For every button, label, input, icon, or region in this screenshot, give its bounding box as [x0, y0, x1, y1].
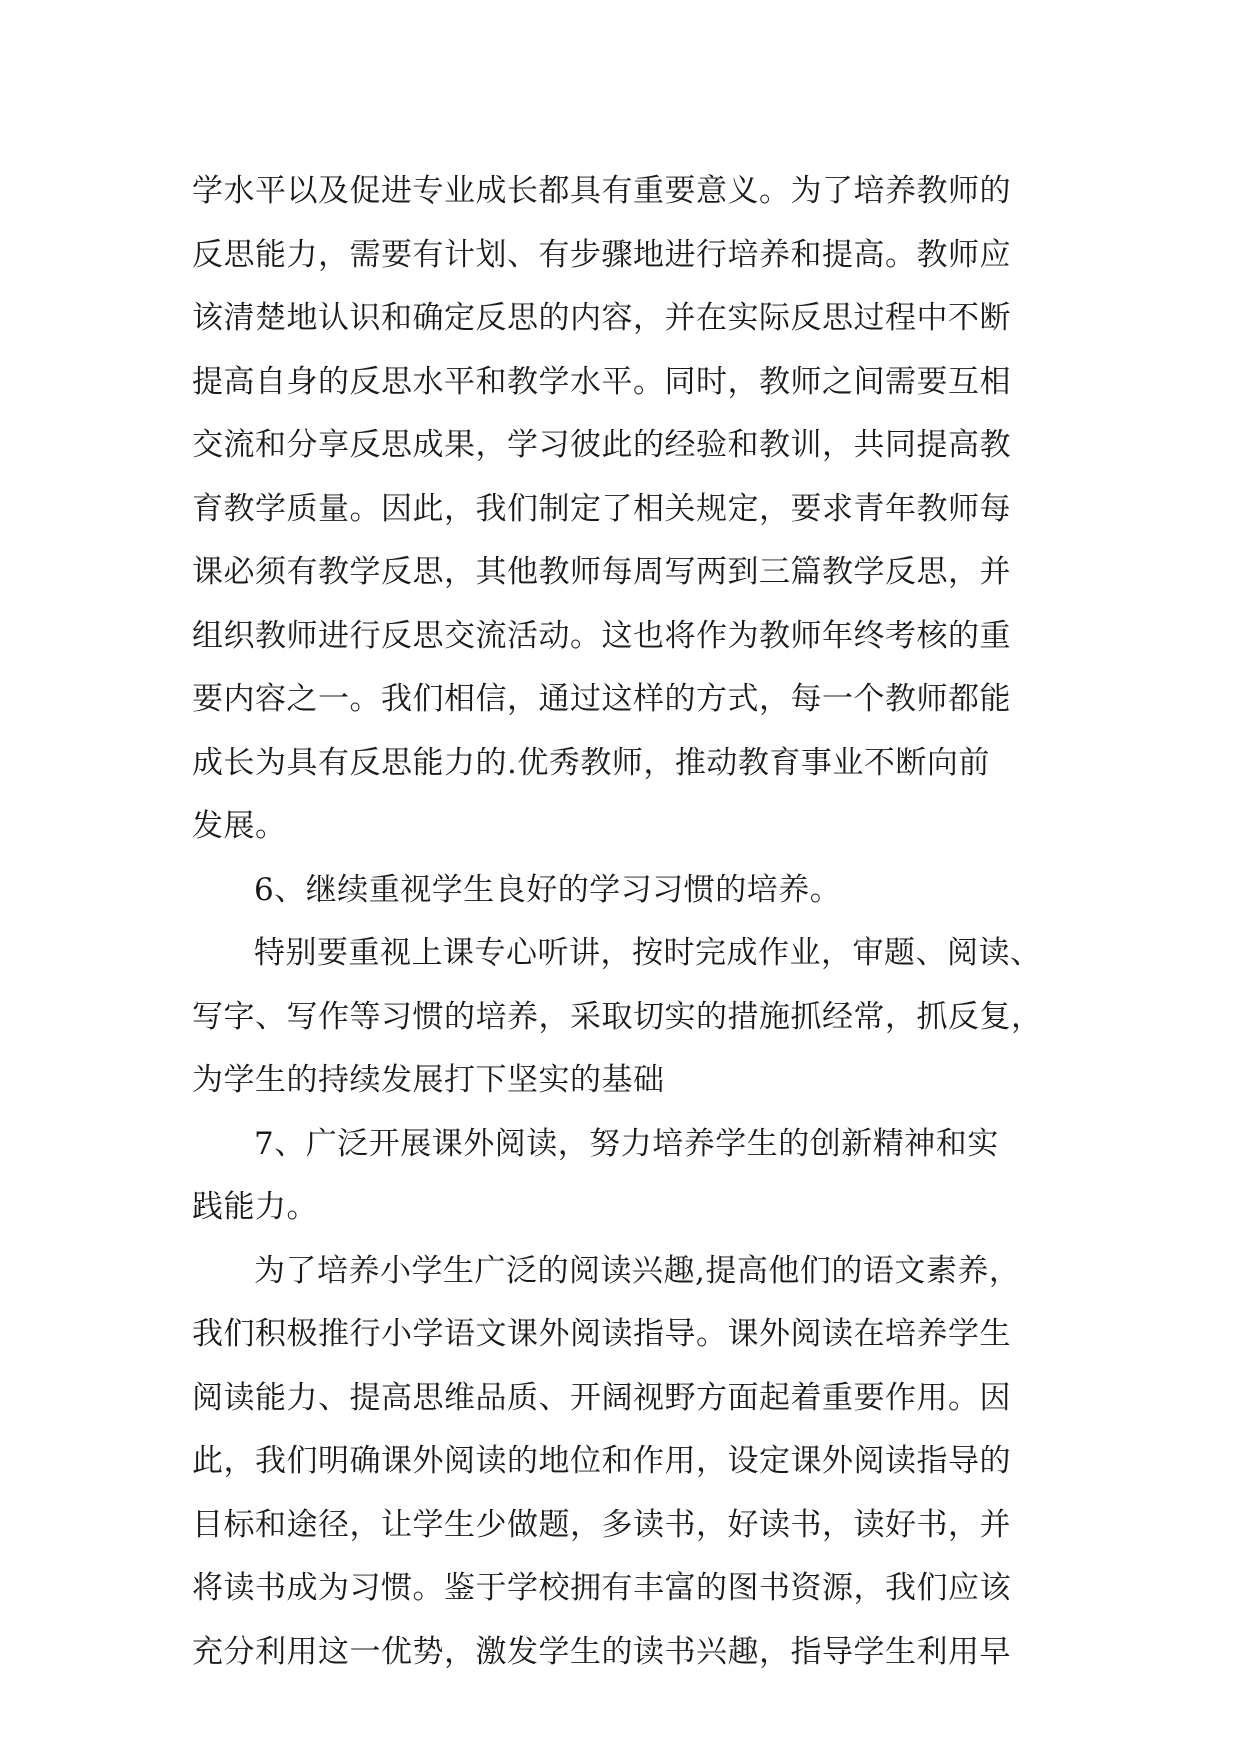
text-line: 特别要重视上课专心听讲，按时完成作业，审题、阅读、 — [254, 935, 1042, 971]
text-line: 育教学质量。因此，我们制定了相关规定，要求青年教师每 — [192, 490, 1011, 527]
text-line: 该清楚地认识和确定反思的内容，并在实际反思过程中不断 — [192, 300, 1011, 336]
text-line: 充分利用这一优势，激发学生的读书兴趣，指导学生利用早 — [192, 1633, 1011, 1670]
text-line: 此，我们明确课外阅读的地位和作用，设定课外阅读指导的 — [192, 1443, 1011, 1479]
text-line: 目标和途径，让学生少做题，多读书，好读书，读好书，并 — [192, 1506, 1011, 1543]
text-line: 反思能力，需要有计划、有步骤地进行培养和提高。教师应 — [192, 236, 1011, 273]
text-line: 7、广泛开展课外阅读，努力培养学生的创新精神和实 — [254, 1125, 999, 1162]
text-line: 要内容之一。我们相信，通过这样的方式，每一个教师都能 — [192, 681, 1011, 717]
text-line: 发展。 — [192, 808, 287, 844]
text-line: 阅读能力、提高思维品质、开阔视野方面起着重要作用。因 — [192, 1379, 1011, 1416]
text-line: 学水平以及促进专业成长都具有重要意义。为了培养教师的 — [192, 173, 1011, 209]
text-line: 为了培养小学生广泛的阅读兴趣,提高他们的语文素养， — [254, 1252, 1021, 1289]
text-line: 提高自身的反思水平和教学水平。同时，教师之间需要互相 — [192, 363, 1011, 400]
text-line: 6、继续重视学生良好的学习习惯的培养。 — [254, 871, 842, 908]
text-line: 交流和分享反思成果，学习彼此的经验和教训，共同提高教 — [192, 427, 1011, 463]
text-line: 为学生的持续发展打下坚实的基础 — [192, 1062, 665, 1098]
text-line: 将读书成为习惯。鉴于学校拥有丰富的图书资源，我们应该 — [192, 1570, 1011, 1606]
document-body — [192, 160, 1052, 1684]
text-line: 写字、写作等习惯的培养，采取切实的措施抓经常，抓反复， — [192, 998, 1043, 1035]
text-line: 课必须有教学反思，其他教师每周写两到三篇教学反思，并 — [192, 554, 1011, 590]
text-line: 践能力。 — [192, 1189, 318, 1225]
text-line: 我们积极推行小学语文课外阅读指导。课外阅读在培养学生 — [192, 1316, 1011, 1352]
text-line: 成长为具有反思能力的.优秀教师，推动教育事业不断向前 — [192, 744, 990, 781]
text-line: 组织教师进行反思交流活动。这也将作为教师年终考核的重 — [192, 617, 1011, 654]
